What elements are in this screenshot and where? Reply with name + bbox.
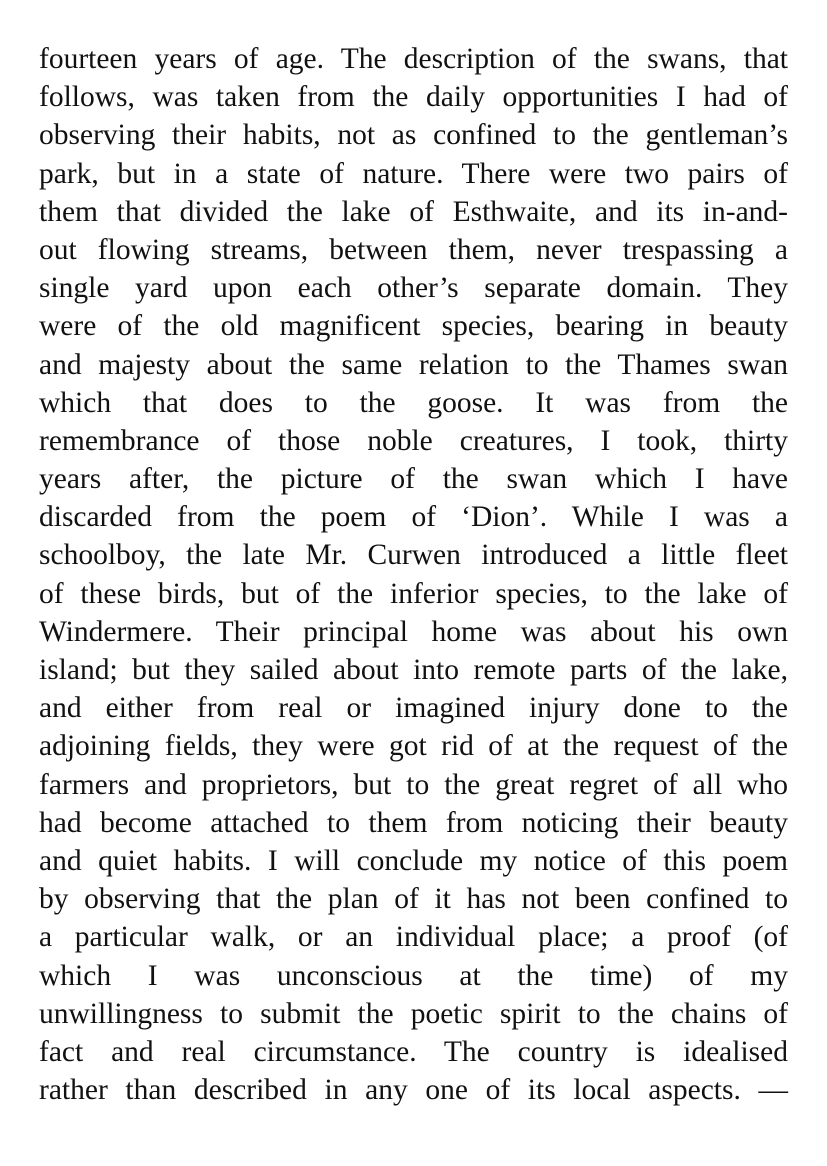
text-line: farmers and proprietors, but to the great regret of all who xyxy=(39,768,788,801)
text-line: island; but they sailed about into remote parts of the lake, xyxy=(39,654,788,686)
text-line: years after, the picture of the swan which I have xyxy=(39,463,788,496)
text-line: fourteen years of age. The description of the swans, that xyxy=(39,43,788,75)
text-line: remembrance of those noble creatures, I took, thirty xyxy=(39,424,788,457)
text-line: rather than described in any one of its local aspects. — xyxy=(39,1074,788,1107)
text-line: discarded from the poem of ‘Dion’. While I was a xyxy=(39,501,788,534)
text-line: follows, was taken from the daily opportunities I had of xyxy=(39,81,788,114)
text-line: unwillingness to submit the poetic spirit to the chains of xyxy=(39,997,788,1030)
text-line: park, but in a state of nature. There were two pairs of xyxy=(39,157,788,190)
text-line: had become attached to them from noticing their beauty xyxy=(39,806,788,839)
text-line: a particular walk, or an individual place; a proof (of xyxy=(39,921,788,954)
text-line: which that does to the goose. It was from the xyxy=(39,386,788,419)
text-line: and either from real or imagined injury done to the xyxy=(39,692,788,725)
text-line: Windermere. Their principal home was about his own xyxy=(39,615,788,648)
text-line: of these birds, but of the inferior species, to the lake of xyxy=(39,577,788,610)
page-text-block xyxy=(39,40,788,1109)
text-line: single yard upon each other’s separate domain. They xyxy=(39,272,788,305)
text-line: adjoining fields, they were got rid of at the request of the xyxy=(39,730,788,763)
text-line: and majesty about the same relation to the Thames swan xyxy=(39,348,788,381)
text-line: schoolboy, the late Mr. Curwen introduced a little fleet xyxy=(39,539,788,572)
text-line: were of the old magnificent species, bearing in beauty xyxy=(39,310,788,343)
text-line: by observing that the plan of it has not been confined to xyxy=(39,883,788,916)
text-line: out flowing streams, between them, never trespassing a xyxy=(39,233,788,266)
text-line: them that divided the lake of Esthwaite, and its in-and- xyxy=(39,195,788,228)
text-line: fact and real circumstance. The country is idealised xyxy=(39,1035,788,1068)
text-line: which I was unconscious at the time) of my xyxy=(39,959,788,992)
text-line: observing their habits, not as confined to the gentleman’s xyxy=(39,119,788,152)
text-line: and quiet habits. I will conclude my notice of this poem xyxy=(39,844,788,877)
